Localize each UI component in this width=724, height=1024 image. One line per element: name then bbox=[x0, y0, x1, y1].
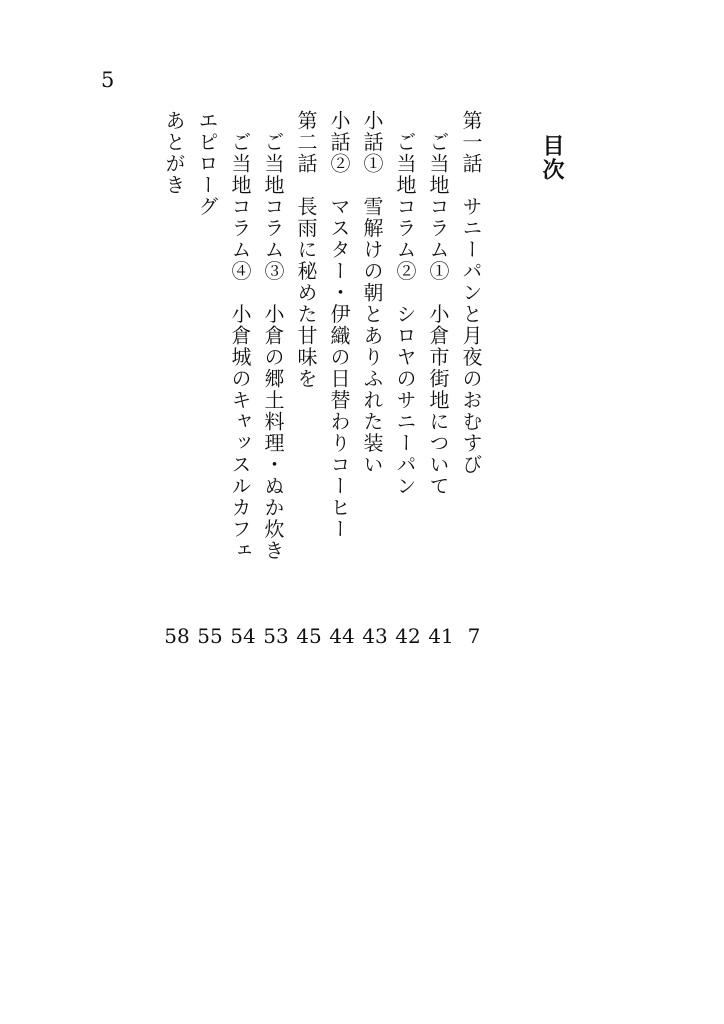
toc-entry-page[interactable]: 45 bbox=[296, 624, 322, 648]
toc-entry-page[interactable]: 42 bbox=[395, 624, 421, 648]
toc-entry-title[interactable]: ご当地コラム④ 小倉城のキャッスルカフェ bbox=[228, 110, 252, 562]
toc-entry-page[interactable]: 43 bbox=[362, 624, 388, 648]
toc-entry-title[interactable]: エピローグ bbox=[195, 110, 219, 218]
toc-entry-title[interactable]: ご当地コラム① 小倉市街地について bbox=[426, 110, 450, 497]
toc-entry-page[interactable]: 55 bbox=[197, 624, 223, 648]
toc-entry-page[interactable]: 53 bbox=[263, 624, 289, 648]
toc-entry-page[interactable]: 7 bbox=[467, 624, 481, 648]
toc-entry-page[interactable]: 41 bbox=[428, 624, 454, 648]
toc-entry-page[interactable]: 44 bbox=[329, 624, 355, 648]
page-number: 5 bbox=[101, 68, 115, 92]
toc-entries bbox=[163, 110, 493, 560]
toc-entry-title[interactable]: 小話① 雪解けの朝とありふれた装い bbox=[360, 110, 384, 476]
toc-entry-page[interactable]: 58 bbox=[164, 624, 190, 648]
toc-entry-title[interactable]: あとがき bbox=[162, 110, 186, 196]
toc-entry-title[interactable]: 第二話 長雨に秘めた甘味を bbox=[294, 110, 318, 390]
toc-heading: 目次 bbox=[539, 134, 564, 182]
toc-page-numbers bbox=[163, 626, 493, 656]
toc-entry-title[interactable]: ご当地コラム③ 小倉の郷土料理・ぬか炊き bbox=[261, 110, 285, 562]
toc-entry-page[interactable]: 54 bbox=[230, 624, 256, 648]
toc-entry-title[interactable]: 第一話 サニーパンと月夜のおむすび bbox=[459, 110, 483, 476]
toc-entry-title[interactable]: ご当地コラム② シロヤのサニーパン bbox=[393, 110, 417, 497]
toc-entry-title[interactable]: 小話② マスター・伊織の日替わりコーヒー bbox=[327, 110, 351, 540]
